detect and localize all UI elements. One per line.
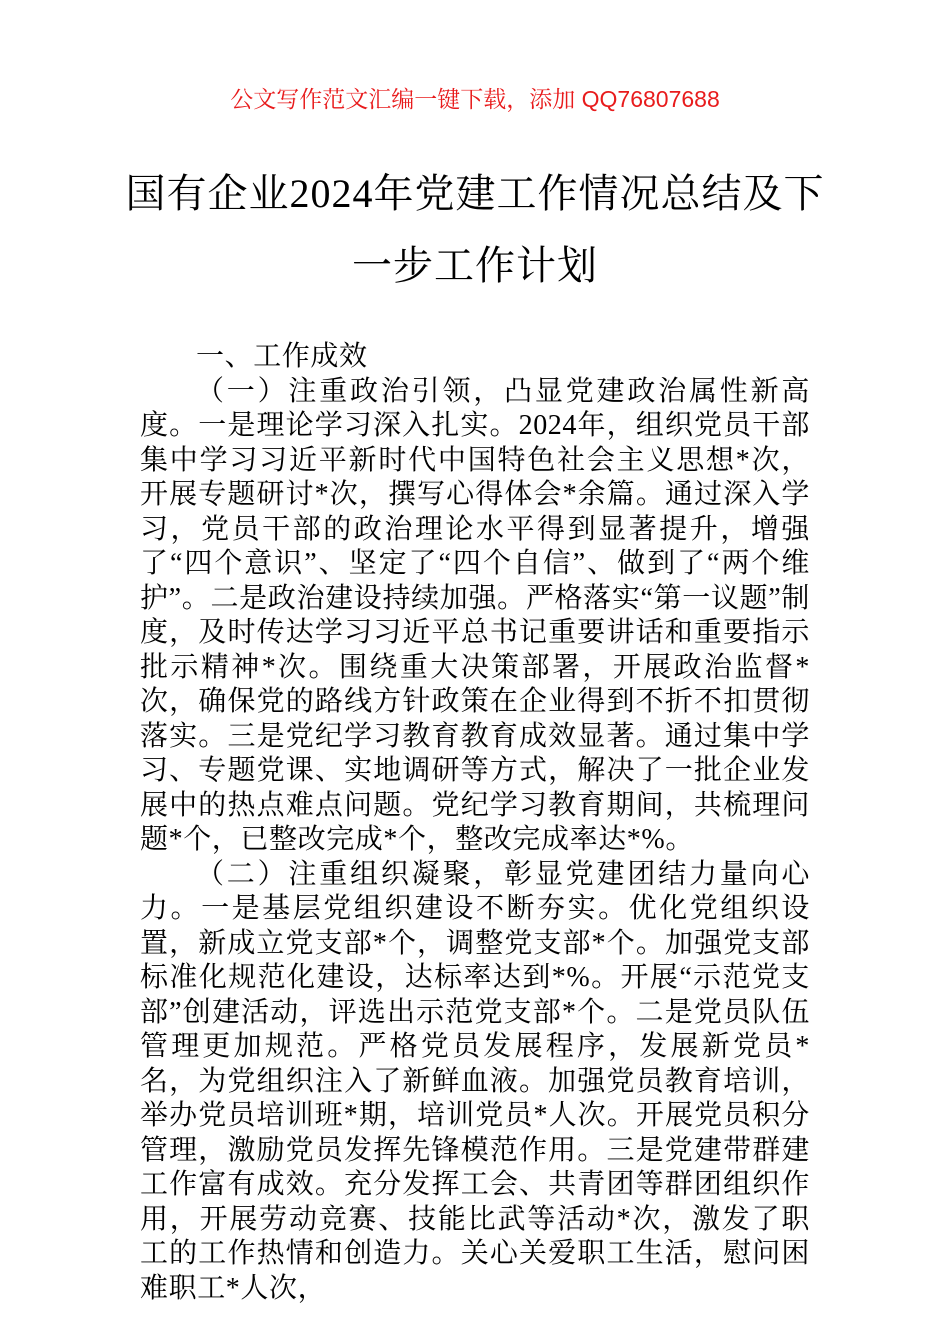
- document-title: 国有企业2024年党建工作情况总结及下一步工作计划: [125, 171, 825, 288]
- section-heading: 一、工作成效: [196, 341, 368, 372]
- paragraph: （二）注重组织凝聚，彰显党建团结力量向心力。一是基层党组织建设不断夯实。优化党组织设置，新成立党支部*个，调整党支部*个。加强党支部标准化规范化建设，达标率达到*%。开展“示范党支部”创建活动，评选出示范党支部*个。二是党员队伍管理更加规范。严格党员发展程序，发展新党员*名，为党组织注入了新鲜血液。加强党员教育培训，举办党员培训班*期，培训党员*人次。开展党员积分管理，激励党员发挥先锋模范作用。三是党建带群建工作富有成效。充分发挥工会、共青团等群团组织作用，开展劳动竞赛、技能比武等活动*次，激发了职工的工作热情和创造力。关心关爱职工生活，慰问困难职工*人次，: [140, 858, 810, 1304]
- paragraph: （一）注重政治引领，凸显党建政治属性新高度。一是理论学习深入扎实。2024年，组织党员干部集中学习习近平新时代中国特色社会主义思想*次，开展专题研讨*次，撰写心得体会*余篇。通过深入学习，党员干部的政治理论水平得到显著提升，增强了“四个意识”、坚定了“四个自信”、做到了“两个维护”。二是政治建设持续加强。严格落实“第一议题”制度，及时传达学习习近平总书记重要讲话和重要指示批示精神*次。围绕重大决策部署，开展政治监督*次，确保党的路线方针政策在企业得到不折不扣贯彻落实。三是党纪学习教育教育成效显著。通过集中学习、专题党课、实地调研等方式，解决了一批企业发展中的热点难点问题。党纪学习教育期间，共梳理问题*个，已整改完成*个，整改完成率达*%。: [140, 375, 810, 855]
- promo-banner: 公文写作范文汇编一键下载，添加 QQ76807688: [230, 86, 720, 112]
- document-body: [140, 340, 810, 1306]
